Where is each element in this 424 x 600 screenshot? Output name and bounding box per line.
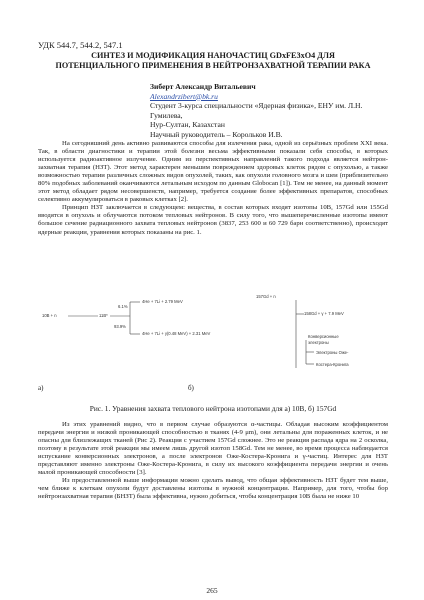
- udk-code: УДК 544.7, 544.2, 547.1: [38, 40, 123, 50]
- affiliation-line-2: Нур-Султан, Казахстан: [150, 120, 225, 130]
- body-text-top: [38, 140, 388, 237]
- auger-electrons-label-1: Электроны Оже-: [316, 350, 349, 355]
- reaction-right-product: 158Gd + γ + 7.9 MeV: [304, 311, 344, 316]
- page-number: 265: [206, 586, 218, 595]
- paragraph-3: Из этих уравнений видно, что в первом случае образуются α-частицы. Обладая высоким коэффициентом передачи энергии и низкой проникающей способностью в тканях (4-9 μm), они летальны для пораженных клеток, и не опасны для близлежащих тканей (Рис 2). Реакция с участием 157Gd сложнее. Это не реакция распада ядра на 2 осколка, поэтому в результате этой реакции мы имеем лишь другой изотоп 158Gd. Тем не менее, во время процесса наблюдается испускание конверсионных электронов, а после электронов Оже-Костера-Кронига и γ-частиц. Интерес для НЗТ представляют именно электроны Оже-Костера-Кронига, в силу их высокого коэффициента передачи энергии и очень малой проникающей способности [3].: [38, 421, 388, 477]
- paragraph-1: На сегодняшний день активно развиваются способы для излечения рака, одной из серьёзных проблем XXI века. Так, в области диагностики и терапии этой болезни весьма эффективными показали себя способы, в которых используется радиоактивное излучение. Одним из перспективных направлений такого подхода является нейтрон-захватная терапия (НЗТ). Этот метод характерен меньшим повреждением здоровых клеток рядом с опухолью, а также возможностью терапии различных сложных видов опухолей, таких, как опухоли головного мозга и шеи (приблизительно 80% подобных заболеваний оканчиваются летальным исходом по данным Globocan [1]). Тем не менее, на данный момент этот метод обладает рядом несовершенств, например, требуется создание более эффективных препаратов, способных селективно аккумулироваться в раковых клетках [2].: [38, 140, 388, 204]
- author-name: Зиберт Александр Витальевич: [150, 82, 256, 91]
- figure-caption: Рис. 1. Уравнения захвата теплового нейтрона изотопами для а) 10B, б) 157Gd: [89, 404, 337, 413]
- paragraph-4: Из предоставленной выше информации можно сделать вывод, что общая эффективность НЗТ будет тем выше, чем ближе к клеткам опухоли будут доставлены изотопы в нужной концентрации. Например, для того, чтобы бор нейтронзахватная терапия (БНЗТ) была эффективна, нужно добиться, чтобы концентрация 10B была не ниже 10: [38, 477, 388, 501]
- panel-label-a: а): [38, 384, 44, 392]
- reaction-left-intermediate: 11B*: [99, 313, 108, 318]
- body-text-bottom: [38, 421, 388, 501]
- panel-label-b: б): [188, 384, 194, 392]
- branch-percent-1: 6.1%: [118, 304, 128, 309]
- figure-1: [38, 294, 388, 374]
- reaction-right-reactant: 157Gd + n: [256, 294, 276, 299]
- conversion-electrons-label-1: Конверсионные: [308, 334, 339, 339]
- branch-percent-2: 93.9%: [114, 324, 126, 329]
- auger-electrons-label-2: Костера-Кронига: [316, 362, 349, 367]
- author-block: [150, 82, 390, 140]
- reaction-left-product-1: 4He + 7Li + 2.79 MeV: [142, 299, 183, 304]
- reaction-left-reactant: 10B + n: [42, 313, 57, 318]
- conversion-electrons-label-2: электроны: [308, 340, 329, 345]
- paragraph-2: Принцип НЗТ заключается в следующем: вещества, в состав которых входят изотопы 10B, 157Gd или 155Gd вводятся в опухоль и облучаются потоком тепловых нейтронов. В силу того, что вышеперечисленные изотопы имеют большое сечение радиационного захвата тепловых нейтронов (3837, 253 600 и 60 729 барн соответственно), происходят ядерные реакции, уравнения которых показаны на рис. 1.: [38, 204, 388, 236]
- paper-title: [38, 51, 388, 71]
- reaction-left-product-2: 4He + 7Li + γ(0.48 MeV) + 2.31 MeV: [142, 331, 211, 336]
- author-email-link[interactable]: Alexandrzibert@bk.ru: [150, 91, 218, 101]
- title-line-1: СИНТЕЗ И МОДИФИКАЦИЯ НАНОЧАСТИЦ GDxFE3xO4 ДЛЯ: [91, 51, 335, 60]
- supervisor: Научный руководитель – Корольков И.В.: [150, 129, 283, 139]
- title-line-2: ПОТЕНЦИАЛЬНОГО ПРИМЕНЕНИЯ В НЕЙТРОНЗАХВАТНОЙ ТЕРАПИИ РАКА: [55, 61, 371, 70]
- affiliation-line-1: Студент 3-курса специальности «Ядерная физика», ЕНУ им. Л.Н. Гумилева,: [150, 101, 363, 120]
